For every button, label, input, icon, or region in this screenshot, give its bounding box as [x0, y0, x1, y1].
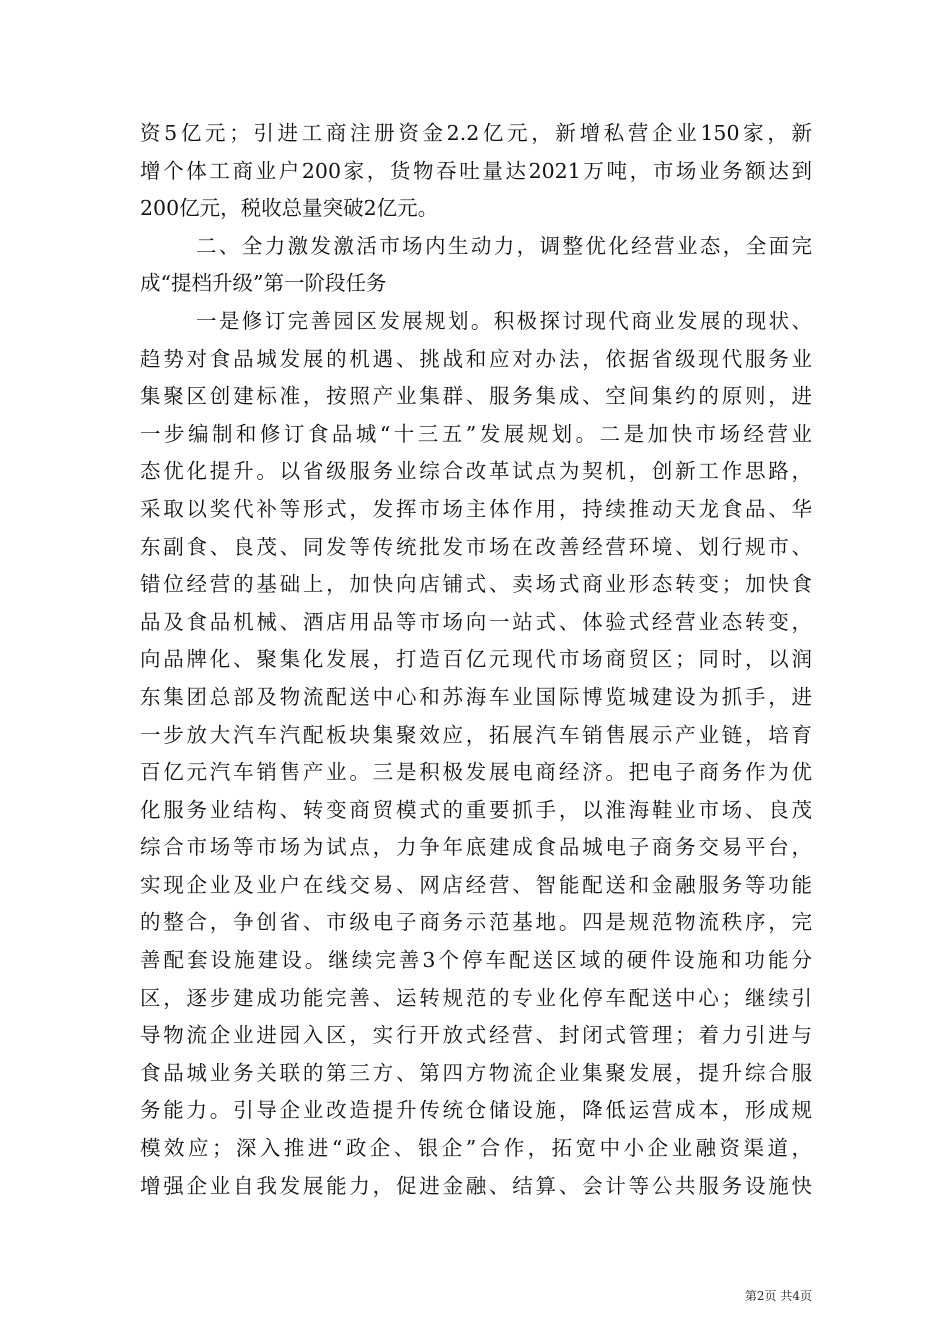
- text-line: 的整合，争创省、市级电子商务示范基地。四是规范物流秩序，完: [140, 910, 812, 935]
- text-line: 食品城业务关联的第三方、第四方物流企业集聚发展，提升综合服: [140, 1060, 812, 1085]
- page-number: 第2页 共4页: [744, 1289, 812, 1303]
- text-line: 向品牌化、聚集化发展，打造百亿元现代市场商贸区；同时，以润: [140, 647, 812, 672]
- text-line: 一步放大汽车汽配板块集聚效应，拓展汽车销售展示产业链，培育: [140, 722, 812, 747]
- text-line: 善配套设施建设。继续完善3个停车配送区域的硬件设施和功能分: [140, 948, 812, 973]
- text-line: 集聚区创建标准，按照产业集群、服务集成、空间集约的原则，进: [140, 384, 812, 409]
- text-line: 态优化提升。以省级服务业综合改革试点为契机，创新工作思路，: [140, 459, 812, 484]
- text-line: 二、全力激发激活市场内生动力，调整优化经营业态，全面完: [196, 233, 812, 258]
- text-line: 一是修订完善园区发展规划。积极探讨现代商业发展的现状、: [196, 308, 812, 333]
- text-line: 资5亿元；引进工商注册资金2.2亿元，新增私营企业150家，新: [140, 121, 812, 145]
- text-line: 增个体工商业户200家，货物吞吐量达2021万吨，市场业务额达到: [140, 158, 812, 183]
- text-line: 东集团总部及物流配送中心和苏海车业国际博览城建设为抓手，进: [140, 684, 812, 709]
- text-line: 化服务业结构、转变商贸模式的重要抓手，以淮海鞋业市场、良茂: [140, 797, 812, 822]
- text-line: 模效应；深入推进“政企、银企”合作，拓宽中小企业融资渠道，: [140, 1136, 812, 1161]
- text-line: 趋势对食品城发展的机遇、挑战和应对办法，依据省级现代服务业: [140, 346, 812, 371]
- text-line: 实现企业及业户在线交易、网店经营、智能配送和金融服务等功能: [140, 872, 812, 897]
- text-line: 增强企业自我发展能力，促进金融、结算、会计等公共服务设施快: [140, 1173, 812, 1198]
- text-line: 品及食品机械、酒店用品等市场向一站式、体验式经营业态转变，: [140, 609, 812, 634]
- text-line: 错位经营的基础上，加快向店铺式、卖场式商业形态转变；加快食: [140, 572, 812, 597]
- text-line: 综合市场等市场为试点，力争年底建成食品城电子商务交易平台，: [140, 835, 812, 860]
- text-line: 采取以奖代补等形式，发挥市场主体作用，持续推动天龙食品、华: [140, 496, 812, 521]
- text-line: 成“提档升级”第一阶段任务: [140, 271, 387, 296]
- text-line: 一步编制和修订食品城“十三五”发展规划。二是加快市场经营业: [140, 421, 812, 446]
- text-line: 区，逐步建成功能完善、运转规范的专业化停车配送中心；继续引: [140, 985, 812, 1010]
- text-line: 百亿元汽车销售产业。三是积极发展电商经济。把电子商务作为优: [140, 760, 812, 785]
- text-line: 导物流企业进园入区，实行开放式经营、封闭式管理；着力引进与: [140, 1023, 812, 1048]
- text-line: 200亿元，税收总量突破2亿元。: [140, 196, 439, 221]
- text-line: 东副食、良茂、同发等传统批发市场在改善经营环境、划行规市、: [140, 534, 812, 559]
- text-line: 务能力。引导企业改造提升传统仓储设施，降低运营成本，形成规: [140, 1098, 812, 1123]
- body-text: [140, 115, 812, 1205]
